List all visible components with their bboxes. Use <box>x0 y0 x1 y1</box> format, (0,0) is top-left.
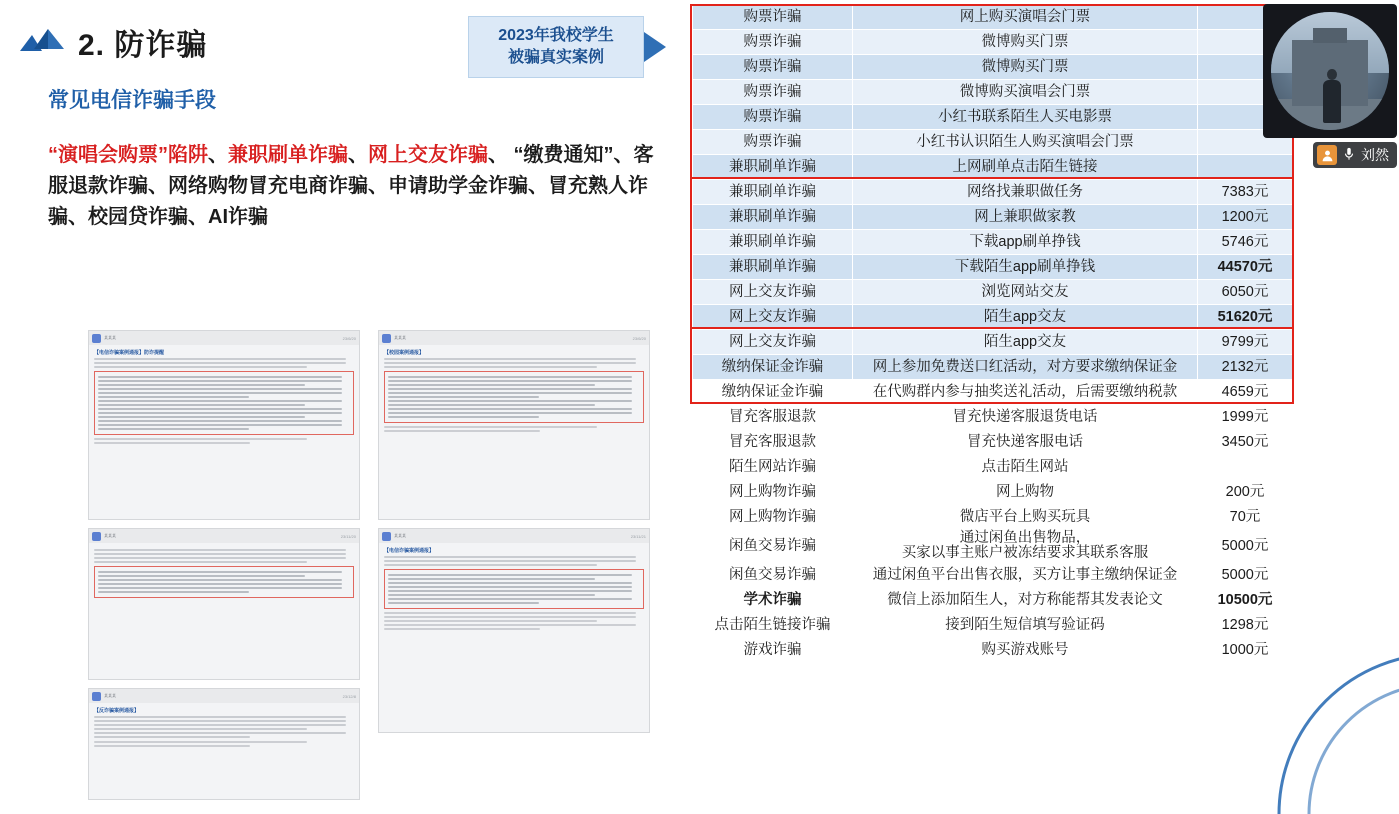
speaker-name: 刘然 <box>1361 147 1389 163</box>
screenshot-author: 某某某 <box>104 335 116 340</box>
table-row <box>693 255 1293 280</box>
cell-amount: 1999元 <box>1198 405 1293 430</box>
table-row <box>693 155 1293 180</box>
screenshot-highlight-box <box>384 569 644 609</box>
body-segment-2: 兼职刷单诈骗 <box>228 144 348 166</box>
cell-fraud-method: 在代购群内参与抽奖送礼活动，后需要缴纳税款 <box>853 380 1198 405</box>
cell-fraud-method: 通过闲鱼出售物品， 买家以事主账户被冻结要求其联系客服 <box>853 530 1198 563</box>
body-segment-3: 、 <box>348 144 368 166</box>
screenshot-heading: 【校园案例通报】 <box>384 350 425 356</box>
cell-amount <box>1198 155 1293 180</box>
cell-fraud-type: 兼职刷单诈骗 <box>693 255 853 280</box>
table-row <box>693 505 1293 530</box>
screenshot-heading: 【电信诈骗案例通报】防诈提醒 <box>94 350 165 356</box>
slide-left-panel <box>0 0 700 758</box>
screenshot-body <box>379 543 649 636</box>
cell-fraud-method: 网络找兼职做任务 <box>853 180 1198 205</box>
table-row <box>693 530 1293 563</box>
title-row <box>18 20 207 64</box>
cell-fraud-type: 冒充客服退款 <box>693 430 853 455</box>
table-row <box>693 405 1293 430</box>
screenshot-footer <box>384 612 644 630</box>
cell-fraud-method: 接到陌生短信填写验证码 <box>853 613 1198 638</box>
cell-fraud-type: 兼职刷单诈骗 <box>693 155 853 180</box>
screenshot-thumb[interactable] <box>88 330 360 520</box>
screenshot-time: 23/6/20 <box>342 335 356 341</box>
cell-fraud-method: 浏览网站交友 <box>853 280 1198 305</box>
screenshot-highlight-box <box>384 371 644 423</box>
cell-fraud-type: 闲鱼交易诈骗 <box>693 563 853 588</box>
cell-amount: 5746元 <box>1198 230 1293 255</box>
table-row <box>693 613 1293 638</box>
cell-fraud-type: 购票诈骗 <box>693 30 853 55</box>
cell-fraud-type: 网上交友诈骗 <box>693 330 853 355</box>
cell-fraud-type: 网上购物诈骗 <box>693 505 853 530</box>
microphone-icon[interactable] <box>1343 147 1355 163</box>
person-icon <box>1317 145 1337 165</box>
table-row <box>693 430 1293 455</box>
cell-fraud-method: 微博购买演唱会门票 <box>853 80 1198 105</box>
body-text <box>48 140 668 233</box>
cell-amount: 10500元 <box>1198 588 1293 613</box>
cell-amount: 44570元 <box>1198 255 1293 280</box>
screenshot-author: 某某某 <box>394 335 406 340</box>
cell-fraud-method: 网上购物 <box>853 480 1198 505</box>
cell-fraud-method: 冒充快递客服退货电话 <box>853 405 1198 430</box>
screenshot-header <box>89 529 359 543</box>
cell-fraud-type: 购票诈骗 <box>693 105 853 130</box>
cell-amount: 200元 <box>1198 480 1293 505</box>
screenshot-header <box>379 529 649 543</box>
cell-amount: 9799元 <box>1198 330 1293 355</box>
screenshot-header <box>379 331 649 345</box>
body-segment-0: “演唱会购票”陷阱 <box>48 144 208 166</box>
cell-fraud-method: 购买游戏账号 <box>853 638 1198 663</box>
cases-table-wrap <box>692 4 1292 663</box>
screenshot-footer <box>94 741 354 747</box>
section-subtitle: 常见电信诈骗手段 <box>48 89 216 112</box>
cell-amount: 70元 <box>1198 505 1293 530</box>
callout-line-2: 被骗真实案例 <box>507 49 604 66</box>
cell-fraud-method: 下载app刷单挣钱 <box>853 230 1198 255</box>
table-row <box>693 30 1293 55</box>
cell-amount: 4659元 <box>1198 380 1293 405</box>
cell-amount: 6050元 <box>1198 280 1293 305</box>
cell-amount: 3450元 <box>1198 430 1293 455</box>
table-row <box>693 205 1293 230</box>
screenshot-heading: 【电信诈骗案例通报】 <box>384 548 435 554</box>
cell-fraud-type: 购票诈骗 <box>693 130 853 155</box>
screenshot-body <box>89 345 359 450</box>
cell-amount: 1000元 <box>1198 638 1293 663</box>
cell-fraud-method: 小红书认识陌生人购买演唱会门票 <box>853 130 1198 155</box>
table-row <box>693 280 1293 305</box>
cell-fraud-method: 微信上添加陌生人，对方称能帮其发表论文 <box>853 588 1198 613</box>
table-row <box>693 5 1293 30</box>
table-row <box>693 130 1293 155</box>
screenshot-header <box>89 689 359 703</box>
cell-fraud-type: 购票诈骗 <box>693 55 853 80</box>
table-row <box>693 180 1293 205</box>
cell-fraud-method: 网上购买演唱会门票 <box>853 5 1198 30</box>
cell-fraud-type: 缴纳保证金诈骗 <box>693 380 853 405</box>
cell-amount: 2132元 <box>1198 355 1293 380</box>
cell-fraud-type: 游戏诈骗 <box>693 638 853 663</box>
cell-fraud-method: 陌生app交友 <box>853 330 1198 355</box>
table-row <box>693 563 1293 588</box>
video-tile[interactable] <box>1263 4 1397 138</box>
cell-amount: 7383元 <box>1198 180 1293 205</box>
screenshot-footer <box>94 438 354 444</box>
cell-fraud-type: 点击陌生链接诈骗 <box>693 613 853 638</box>
avatar <box>382 532 391 541</box>
table-row <box>693 480 1293 505</box>
table-row <box>693 305 1293 330</box>
screenshot-body <box>89 543 359 602</box>
cell-fraud-method: 网上兼职做家教 <box>853 205 1198 230</box>
table-row <box>693 80 1293 105</box>
cell-fraud-type: 闲鱼交易诈骗 <box>693 530 853 563</box>
screenshot-highlight-box <box>94 566 354 598</box>
cell-amount: 5000元 <box>1198 563 1293 588</box>
screenshot-author: 某某某 <box>394 533 406 538</box>
body-segment-4: 网上交友诈骗 <box>368 144 488 166</box>
screenshot-time: 23/6/20 <box>632 335 646 341</box>
cell-fraud-type: 网上交友诈骗 <box>693 280 853 305</box>
body-segment-5: 、 “缴费通知”、客服退款诈骗、网络购物冒充电商诈骗、申请助学金诈骗、冒充熟人诈骗、校园贷诈骗、AI诈骗 <box>48 144 654 228</box>
decorative-arc <box>1249 624 1399 814</box>
cell-fraud-type: 冒充客服退款 <box>693 405 853 430</box>
table-row <box>693 105 1293 130</box>
avatar <box>92 692 101 701</box>
body-segment-1: 、 <box>208 144 228 166</box>
callout-arrow-icon <box>644 32 666 62</box>
cell-fraud-type: 购票诈骗 <box>693 80 853 105</box>
cell-fraud-type: 购票诈骗 <box>693 5 853 30</box>
screenshot-thumb[interactable] <box>378 528 650 733</box>
cell-fraud-type: 兼职刷单诈骗 <box>693 180 853 205</box>
cell-amount: 5000元 <box>1198 530 1293 563</box>
callout-box <box>468 16 644 78</box>
cell-fraud-method: 通过闲鱼平台出售衣服，买方让事主缴纳保证金 <box>853 563 1198 588</box>
table-row <box>693 380 1293 405</box>
cell-amount: 1200元 <box>1198 205 1293 230</box>
screenshot-body <box>89 703 359 753</box>
cell-fraud-type: 缴纳保证金诈骗 <box>693 355 853 380</box>
cell-fraud-method: 小红书联系陌生人买电影票 <box>853 105 1198 130</box>
cell-fraud-method: 微博购买门票 <box>853 55 1198 80</box>
screenshot-thumb[interactable] <box>378 330 650 520</box>
table-row <box>693 330 1293 355</box>
cell-fraud-method: 微店平台上购买玩具 <box>853 505 1198 530</box>
avatar <box>382 334 391 343</box>
cell-fraud-type: 兼职刷单诈骗 <box>693 230 853 255</box>
screenshot-footer <box>384 426 644 432</box>
table-row <box>693 455 1293 480</box>
screenshot-body <box>379 345 649 438</box>
table-row <box>693 355 1293 380</box>
screenshot-time: 23/11/20 <box>340 533 356 539</box>
table-row <box>693 230 1293 255</box>
callout-line-1: 2023年我校学生 <box>498 27 614 44</box>
screenshot-thumb[interactable] <box>88 528 360 680</box>
screenshot-time: 23/11/21 <box>630 533 646 539</box>
speaker-bar <box>1313 142 1397 168</box>
cell-fraud-method: 陌生app交友 <box>853 305 1198 330</box>
cell-fraud-type: 网上购物诈骗 <box>693 480 853 505</box>
cell-amount <box>1198 455 1293 480</box>
cell-fraud-type: 兼职刷单诈骗 <box>693 205 853 230</box>
cell-fraud-method: 点击陌生网站 <box>853 455 1198 480</box>
page-title: 2. 防诈骗 <box>78 29 208 62</box>
table-row <box>693 638 1293 663</box>
cell-fraud-type: 网上交友诈骗 <box>693 305 853 330</box>
cell-fraud-type: 陌生网站诈骗 <box>693 455 853 480</box>
cell-fraud-method: 网上参加免费送口红活动，对方要求缴纳保证金 <box>853 355 1198 380</box>
screenshot-thumb[interactable] <box>88 688 360 800</box>
screenshot-heading: 【反诈骗案例通报】 <box>94 708 140 714</box>
screenshot-author: 某某某 <box>104 533 116 538</box>
screenshot-author: 某某某 <box>104 693 116 698</box>
cases-table <box>692 4 1293 663</box>
cell-fraud-method: 下载陌生app刷单挣钱 <box>853 255 1198 280</box>
cell-fraud-method: 上网刷单点击陌生链接 <box>853 155 1198 180</box>
screenshot-time: 23/12/8 <box>342 693 356 699</box>
cell-fraud-method: 微博购买门票 <box>853 30 1198 55</box>
avatar <box>92 532 101 541</box>
avatar <box>92 334 101 343</box>
speaker-video <box>1271 12 1389 130</box>
cell-amount: 51620元 <box>1198 305 1293 330</box>
screenshot-header <box>89 331 359 345</box>
cell-fraud-method: 冒充快递客服电话 <box>853 430 1198 455</box>
cell-fraud-type: 学术诈骗 <box>693 588 853 613</box>
screenshot-highlight-box <box>94 371 354 435</box>
cell-amount: 1298元 <box>1198 613 1293 638</box>
table-row <box>693 588 1293 613</box>
title-marker-icon <box>18 25 70 59</box>
table-row <box>693 55 1293 80</box>
